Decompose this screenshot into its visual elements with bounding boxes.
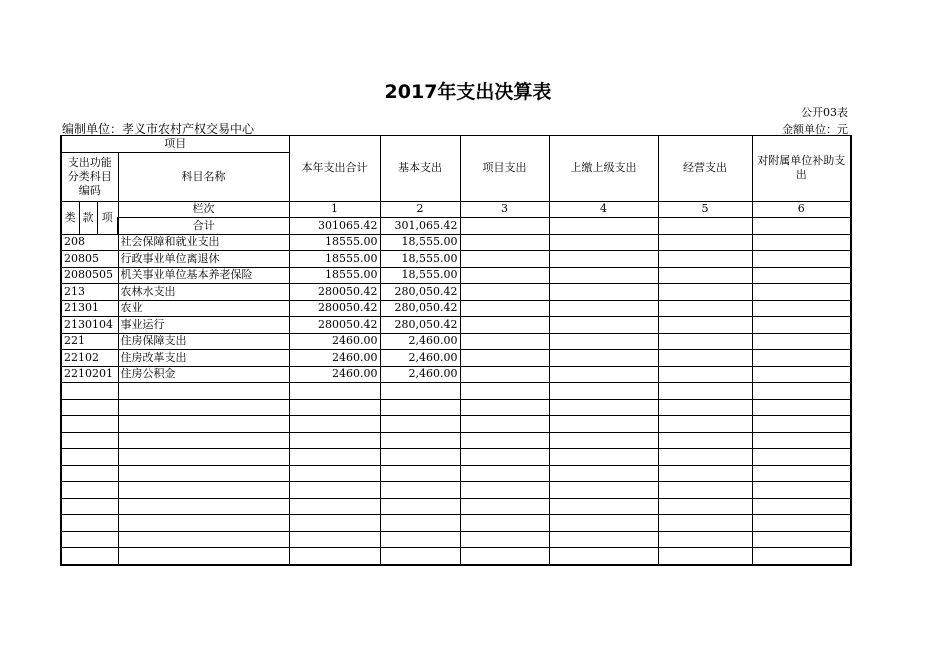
row-subsidy [752, 383, 851, 400]
row-superior [549, 548, 658, 565]
row-superior [549, 416, 658, 433]
row-superior [549, 284, 658, 301]
table-row [61, 465, 851, 482]
row-project [460, 498, 549, 515]
row-operating [658, 465, 752, 482]
row-subject-name: 住房公积金 [118, 366, 289, 383]
row-operating [658, 350, 752, 367]
row-superior [549, 482, 658, 499]
row-operating [658, 498, 752, 515]
row-project [460, 449, 549, 466]
row-operating [658, 234, 752, 251]
row-code [61, 498, 118, 515]
table-row [61, 383, 851, 400]
header-project: 项目 [61, 136, 289, 153]
row-basic [380, 498, 460, 515]
table-row [61, 515, 851, 532]
row-basic: 18,555.00 [380, 267, 460, 284]
row-subsidy [752, 482, 851, 499]
row-basic [380, 465, 460, 482]
row-subject-name [118, 465, 289, 482]
row-superior [549, 350, 658, 367]
row-annual-total [289, 416, 380, 433]
row-project [460, 300, 549, 317]
row-code: 21301 [61, 300, 118, 317]
row-code [61, 515, 118, 532]
row-annual-total [289, 449, 380, 466]
row-subject-name [118, 449, 289, 466]
row-subsidy [752, 317, 851, 334]
table-row [61, 300, 851, 317]
table-row [61, 482, 851, 499]
row-superior [549, 267, 658, 284]
compiling-unit: 编制单位：孝义市农村产权交易中心 [62, 122, 255, 136]
row-annual-total: 18555.00 [289, 267, 380, 284]
row-subject-name [118, 515, 289, 532]
row-basic: 2,460.00 [380, 350, 460, 367]
row-subject-name: 农业 [118, 300, 289, 317]
row-superior [549, 383, 658, 400]
row-basic [380, 383, 460, 400]
row-code [61, 383, 118, 400]
row-code [61, 449, 118, 466]
row-subject-name: 住房改革支出 [118, 350, 289, 367]
row-project [460, 531, 549, 548]
row-annual-total [289, 482, 380, 499]
row-superior [549, 432, 658, 449]
row-basic [380, 432, 460, 449]
header-col-annual-total: 本年支出合计 [289, 136, 380, 202]
row-annual-total: 280050.42 [289, 300, 380, 317]
row-subject-name: 农林水支出 [118, 284, 289, 301]
column-number: 2 [380, 201, 460, 218]
row-basic: 2,460.00 [380, 333, 460, 350]
row-basic: 280,050.42 [380, 284, 460, 301]
row-annual-total [289, 498, 380, 515]
row-annual-total: 2460.00 [289, 333, 380, 350]
row-subject-name [118, 432, 289, 449]
row-annual-total [289, 515, 380, 532]
column-number: 3 [460, 201, 549, 218]
row-project [460, 465, 549, 482]
row-annual-total: 280050.42 [289, 284, 380, 301]
column-number: 5 [658, 201, 752, 218]
row-basic [380, 482, 460, 499]
row-superior [549, 515, 658, 532]
row-project [460, 548, 549, 565]
row-basic [380, 548, 460, 565]
row-code: 2210201 [61, 366, 118, 383]
row-subject-name [118, 416, 289, 433]
row-annual-total [289, 383, 380, 400]
row-code [61, 482, 118, 499]
row-annual-total [289, 399, 380, 416]
table-row [61, 449, 851, 466]
row-subject-name [118, 482, 289, 499]
row-project [460, 333, 549, 350]
row-code [61, 399, 118, 416]
row-subsidy [752, 548, 851, 565]
row-operating [658, 284, 752, 301]
row-operating [658, 366, 752, 383]
row-subsidy [752, 267, 851, 284]
row-project [460, 515, 549, 532]
row-operating [658, 267, 752, 284]
row-subsidy [752, 531, 851, 548]
row-subject-name [118, 399, 289, 416]
row-basic: 280,050.42 [380, 300, 460, 317]
row-code: 2130104 [61, 317, 118, 334]
row-operating [658, 515, 752, 532]
table-row [61, 333, 851, 350]
row-subject-name: 社会保障和就业支出 [118, 234, 289, 251]
column-number: 1 [289, 201, 380, 218]
row-annual-total: 2460.00 [289, 366, 380, 383]
page-title: 2017年支出决算表 [384, 81, 552, 103]
row-superior [549, 449, 658, 466]
table-row [61, 498, 851, 515]
row-basic: 2,460.00 [380, 366, 460, 383]
column-order-label: 栏次 [118, 201, 289, 218]
row-operating [658, 482, 752, 499]
row-project [460, 317, 549, 334]
row-code: 22102 [61, 350, 118, 367]
row-project [460, 234, 549, 251]
expenditure-table [60, 135, 852, 566]
row-subsidy [752, 366, 851, 383]
row-code [61, 432, 118, 449]
row-subsidy [752, 300, 851, 317]
row-operating [658, 399, 752, 416]
row-subsidy [752, 449, 851, 466]
row-annual-total: 18555.00 [289, 251, 380, 268]
row-superior [549, 234, 658, 251]
total-label: 合计 [118, 218, 289, 235]
header-col-project: 项目支出 [460, 136, 549, 202]
table-row [61, 350, 851, 367]
row-operating [658, 383, 752, 400]
header-func-code: 支出功能分类科目编码 [61, 152, 118, 201]
row-subject-name: 事业运行 [118, 317, 289, 334]
table-row [61, 548, 851, 565]
row-annual-total [289, 432, 380, 449]
row-basic: 280,050.42 [380, 317, 460, 334]
table-row [61, 251, 851, 268]
header-xiang: 项 [97, 201, 118, 234]
table-row [61, 284, 851, 301]
header-subject-name: 科目名称 [118, 152, 289, 201]
row-subsidy [752, 498, 851, 515]
row-superior [549, 465, 658, 482]
row-superior [549, 531, 658, 548]
table-row [61, 366, 851, 383]
header-lei: 类 [61, 201, 79, 234]
row-operating [658, 317, 752, 334]
row-project [460, 416, 549, 433]
row-annual-total [289, 548, 380, 565]
row-superior [549, 399, 658, 416]
row-code: 221 [61, 333, 118, 350]
row-annual-total [289, 531, 380, 548]
header-col-subsidy: 对附属单位补助支出 [752, 136, 851, 202]
row-operating [658, 548, 752, 565]
table-row [61, 267, 851, 284]
row-subsidy [752, 432, 851, 449]
table-row [61, 432, 851, 449]
row-subsidy [752, 284, 851, 301]
row-project [460, 482, 549, 499]
row-project [460, 432, 549, 449]
row-subsidy [752, 465, 851, 482]
row-superior [549, 333, 658, 350]
row-project [460, 383, 549, 400]
row-code [61, 416, 118, 433]
row-annual-total: 2460.00 [289, 350, 380, 367]
row-subsidy [752, 350, 851, 367]
column-number: 4 [549, 201, 658, 218]
row-subsidy [752, 333, 851, 350]
row-superior [549, 498, 658, 515]
row-subsidy [752, 416, 851, 433]
row-basic [380, 449, 460, 466]
row-subsidy [752, 234, 851, 251]
row-subject-name: 行政事业单位离退休 [118, 251, 289, 268]
total-basic: 301,065.42 [380, 218, 460, 235]
row-subsidy [752, 515, 851, 532]
row-project [460, 366, 549, 383]
row-operating [658, 416, 752, 433]
row-operating [658, 432, 752, 449]
row-code [61, 465, 118, 482]
row-project [460, 399, 549, 416]
row-basic: 18,555.00 [380, 234, 460, 251]
row-basic: 18,555.00 [380, 251, 460, 268]
row-operating [658, 251, 752, 268]
table-row [61, 399, 851, 416]
row-subject-name [118, 498, 289, 515]
row-subject-name [118, 548, 289, 565]
row-basic [380, 531, 460, 548]
row-annual-total: 280050.42 [289, 317, 380, 334]
table-row [61, 317, 851, 334]
row-superior [549, 317, 658, 334]
row-code [61, 548, 118, 565]
row-code: 208 [61, 234, 118, 251]
row-code: 213 [61, 284, 118, 301]
form-code: 公开03表 [801, 106, 848, 119]
row-operating [658, 333, 752, 350]
row-code [61, 531, 118, 548]
header-col-operating: 经营支出 [658, 136, 752, 202]
row-subject-name [118, 531, 289, 548]
row-subject-name [118, 383, 289, 400]
table-row [61, 234, 851, 251]
row-subsidy [752, 399, 851, 416]
row-subsidy [752, 251, 851, 268]
amount-unit: 金额单位：元 [782, 123, 848, 136]
row-superior [549, 366, 658, 383]
row-project [460, 251, 549, 268]
table-row [61, 531, 851, 548]
row-annual-total: 18555.00 [289, 234, 380, 251]
header-kuan: 款 [79, 201, 97, 234]
row-basic [380, 515, 460, 532]
row-basic [380, 416, 460, 433]
header-col-superior: 上缴上级支出 [549, 136, 658, 202]
row-project [460, 267, 549, 284]
total-annual: 301065.42 [289, 218, 380, 235]
row-subject-name: 机关事业单位基本养老保险 [118, 267, 289, 284]
row-basic [380, 399, 460, 416]
column-number: 6 [752, 201, 851, 218]
row-project [460, 350, 549, 367]
row-project [460, 284, 549, 301]
row-annual-total [289, 465, 380, 482]
row-operating [658, 531, 752, 548]
row-subject-name: 住房保障支出 [118, 333, 289, 350]
header-col-basic: 基本支出 [380, 136, 460, 202]
row-code: 2080505 [61, 267, 118, 284]
row-operating [658, 300, 752, 317]
table-row [61, 416, 851, 433]
row-operating [658, 449, 752, 466]
row-code: 20805 [61, 251, 118, 268]
row-superior [549, 300, 658, 317]
row-superior [549, 251, 658, 268]
